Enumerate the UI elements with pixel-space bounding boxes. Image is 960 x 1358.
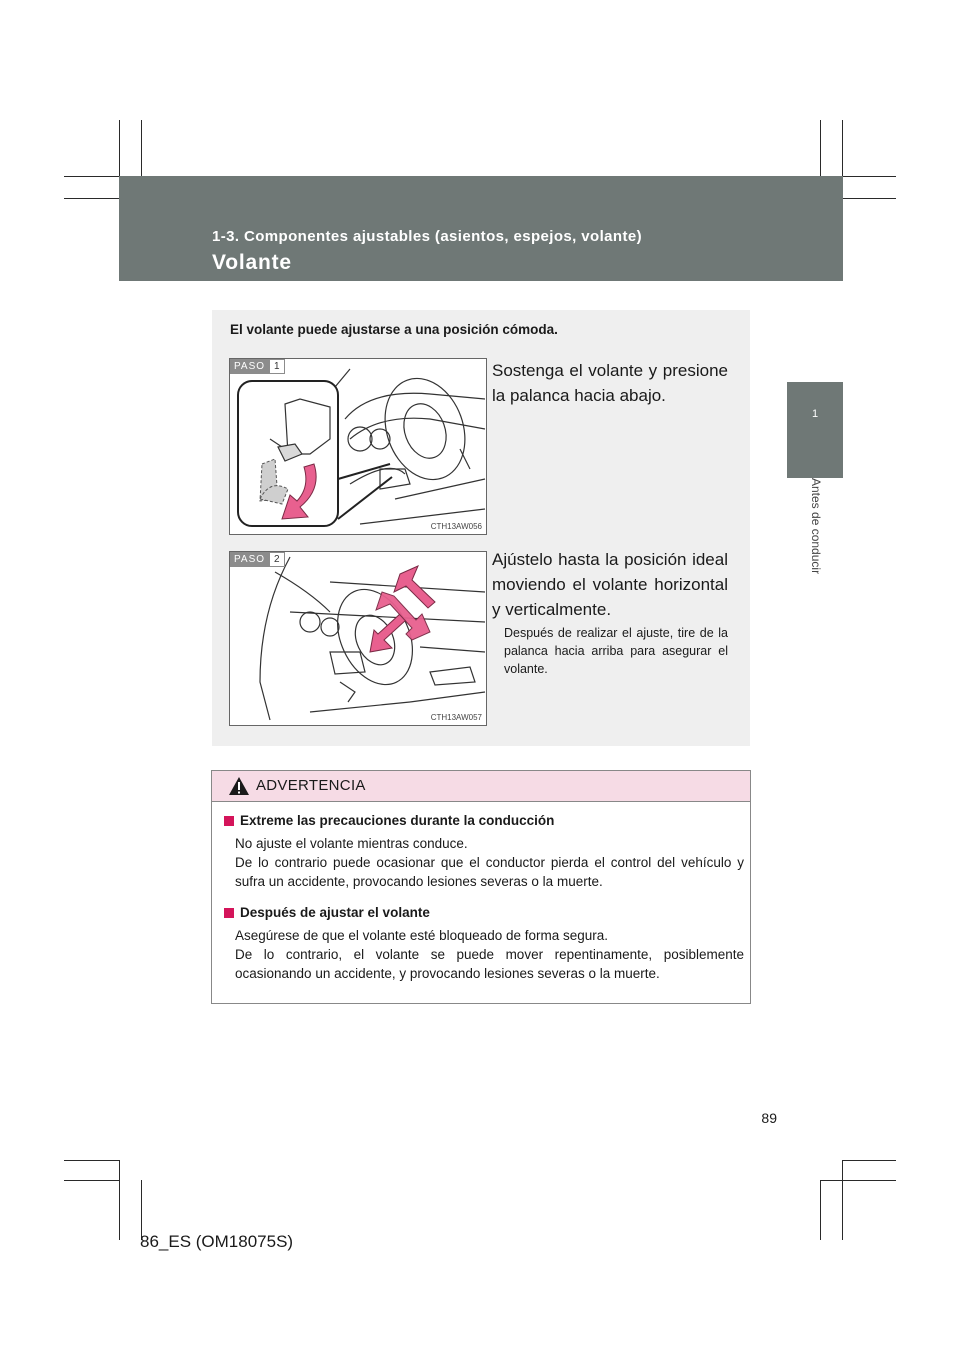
square-bullet-icon [224, 908, 234, 918]
warning-line: Asegúrese de que el volante esté bloqueado de forma segura. [235, 928, 609, 943]
steering-lever-illustration [230, 359, 486, 534]
crop-mark [842, 120, 843, 176]
paso-badge [230, 359, 285, 374]
warning-subheading-text: Extreme las precauciones durante la conducción [240, 813, 555, 828]
square-bullet-icon [224, 816, 234, 826]
adjust-cross-arrow-icon [370, 566, 435, 652]
crop-mark [119, 120, 120, 176]
crop-mark [843, 1160, 896, 1161]
warning-subheading [224, 905, 744, 920]
warning-body [235, 926, 744, 983]
crop-mark [119, 1160, 120, 1240]
warning-line: No ajuste el volante mientras conduce. [235, 836, 468, 851]
warning-line: De lo contrario puede ocasionar que el conductor pierda el control del vehículo y sufra un accidente, provocando lesiones severas o la muerte. [235, 855, 744, 889]
warning-box [211, 770, 751, 1004]
section-label: 1-3. Componentes ajustables (asientos, espejos, volante) [212, 228, 643, 245]
page-number: 89 [761, 1110, 777, 1126]
chapter-number: 1 [811, 408, 819, 420]
intro-text: El volante puede ajustarse a una posición cómoda. [230, 322, 558, 337]
paso-label: PASO [234, 554, 266, 565]
figure-code: CTH13AW056 [430, 522, 482, 531]
instruction-box [212, 310, 750, 746]
chapter-title: Antes de conducir [809, 478, 823, 575]
crop-mark [820, 120, 821, 176]
figure-step-1 [229, 358, 487, 535]
figure-step-2 [229, 551, 487, 726]
paso-label: PASO [234, 361, 266, 372]
figure-code: CTH13AW057 [430, 713, 482, 722]
steering-adjust-illustration [230, 552, 486, 725]
warning-section [224, 813, 744, 891]
chapter-title-tab [787, 478, 843, 594]
chapter-tab [787, 382, 843, 478]
page-title: Volante [212, 251, 292, 274]
crop-mark [843, 176, 896, 177]
crop-mark [64, 198, 119, 199]
crop-mark [141, 1180, 142, 1240]
paso-badge [230, 552, 285, 567]
crop-mark [64, 1180, 119, 1181]
step-2-note: Después de realizar el ajuste, tire de la palanca hacia arriba para asegurar el volante. [504, 626, 728, 676]
crop-mark [64, 176, 119, 177]
crop-mark [842, 1160, 843, 1240]
crop-mark [820, 1180, 821, 1240]
warning-section [224, 905, 744, 983]
warning-header [212, 771, 750, 802]
warning-line: De lo contrario, el volante se puede mover repentinamente, posiblemente ocasionando un accidente, y provocando lesiones severas o la muerte. [235, 947, 744, 981]
step-1-text: Sostenga el volante y presione la palanca hacia abajo. [492, 361, 728, 405]
crop-mark [141, 120, 142, 176]
crop-mark [820, 1180, 896, 1181]
paso-number: 2 [269, 552, 285, 567]
warning-triangle-icon [228, 776, 250, 796]
warning-subheading [224, 813, 744, 828]
crop-mark [64, 1160, 119, 1161]
step-2-text: Ajústelo hasta la posición ideal moviendo el volante horizontal y verticalmente. [492, 550, 728, 619]
warning-title: ADVERTENCIA [256, 777, 366, 794]
warning-subheading-text: Después de ajustar el volante [240, 905, 430, 920]
crop-mark [843, 198, 896, 199]
warning-body [235, 834, 744, 891]
document-code: 86_ES (OM18075S) [140, 1232, 294, 1251]
paso-number: 1 [269, 359, 285, 374]
